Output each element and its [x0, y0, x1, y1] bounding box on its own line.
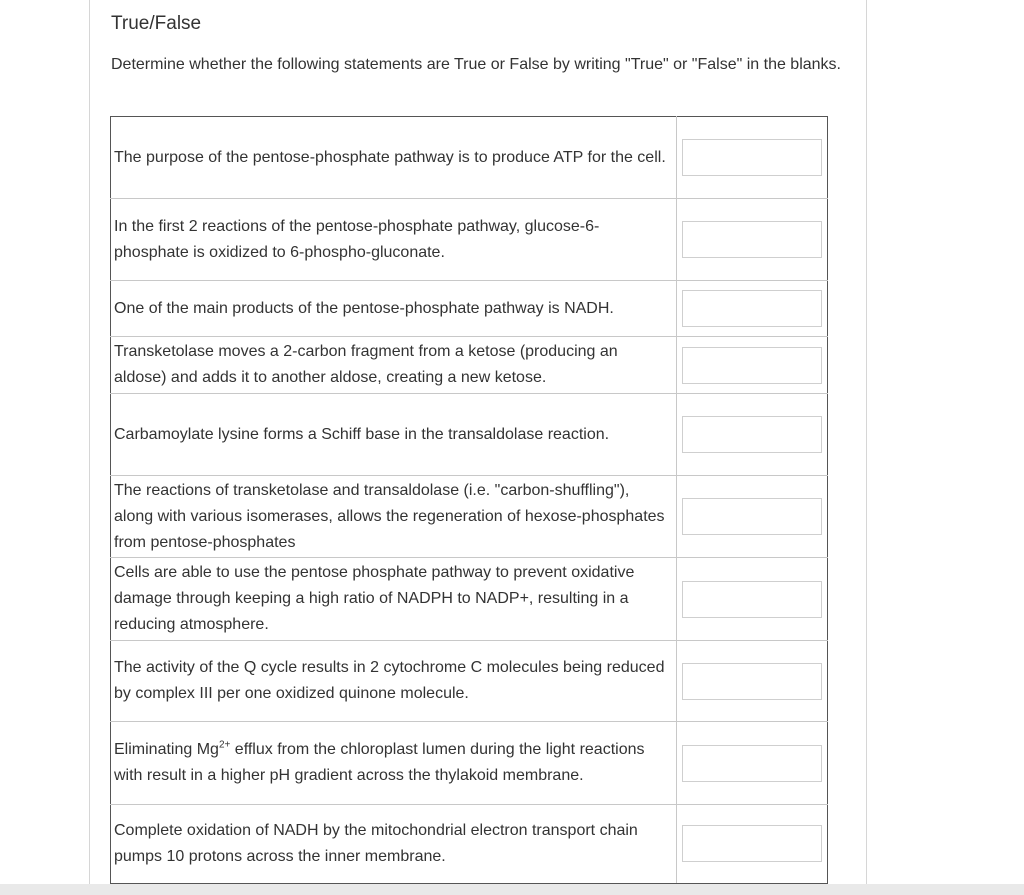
answer-input-2[interactable]	[682, 221, 822, 258]
answer-input-3[interactable]	[682, 290, 822, 327]
table-row	[111, 394, 828, 476]
question-title: True/False	[111, 13, 202, 34]
statement-text	[114, 737, 670, 789]
table-row	[111, 199, 828, 281]
answer-input-1[interactable]	[682, 139, 822, 176]
statement-text: The activity of the Q cycle results in 2 cytochrome C molecules being reduced by complex III per one oxidized quinone molecule.	[114, 659, 665, 702]
answer-input-10[interactable]	[682, 825, 822, 862]
table-row	[111, 805, 828, 884]
answer-input-7[interactable]	[682, 581, 822, 618]
statement-cell	[111, 805, 677, 884]
table-row	[111, 558, 828, 641]
answer-input-8[interactable]	[682, 663, 822, 700]
table-row	[111, 117, 828, 199]
statement-cell	[111, 722, 677, 805]
answer-input-4[interactable]	[682, 347, 822, 384]
answer-cell	[677, 805, 828, 884]
statement-text: Complete oxidation of NADH by the mitochondrial electron transport chain pumps 10 protons across the inner membrane.	[114, 821, 638, 865]
statement-text: One of the main products of the pentose-phosphate pathway is NADH.	[114, 299, 614, 317]
statement-cell	[111, 558, 677, 641]
answer-input-5[interactable]	[682, 416, 822, 453]
statement-cell	[111, 117, 677, 199]
answer-cell	[677, 281, 828, 337]
statement-text-post: efflux from the chloroplast lumen during the light reactions with result in a higher pH gradient across the thylakoid membrane.	[114, 741, 645, 784]
table-row	[111, 722, 828, 805]
table-row	[111, 641, 828, 722]
statement-cell	[111, 337, 677, 394]
statement-text: Carbamoylate lysine forms a Schiff base in the transaldolase reaction.	[114, 425, 610, 443]
answer-cell	[677, 476, 828, 558]
statement-text: The purpose of the pentose-phosphate pathway is to produce ATP for the cell.	[114, 148, 666, 166]
table-row	[111, 476, 828, 558]
answer-cell	[677, 337, 828, 394]
statement-text: Cells are able to use the pentose phosphate pathway to prevent oxidative damage through keeping a high ratio of NADPH to NADP+, resulting in a reducing atmosphere.	[114, 564, 635, 633]
answer-cell	[677, 117, 828, 199]
statement-cell	[111, 394, 677, 476]
statement-superscript: 2+	[218, 739, 231, 751]
statement-text-pre: Eliminating Mg	[114, 741, 219, 758]
statement-text: Transketolase moves a 2-carbon fragment from a ketose (producing an aldose) and adds it to another aldose, creating a new ketose.	[114, 343, 618, 386]
true-false-table	[110, 116, 828, 885]
statement-cell	[111, 281, 677, 337]
statement-cell	[111, 476, 677, 558]
answer-cell	[677, 558, 828, 641]
question-instructions: Determine whether the following statements are True or False by writing "True" or "False" in the blanks.	[111, 56, 841, 73]
answer-input-6[interactable]	[682, 498, 822, 535]
answer-cell	[677, 641, 828, 722]
statement-text: The reactions of transketolase and transaldolase (i.e. "carbon-shuffling"), along with various isomerases, allows the regeneration of hexose-phosphates from pentose-phosphates	[114, 481, 665, 551]
answer-cell	[677, 199, 828, 281]
table-row	[111, 281, 828, 337]
statement-text: In the first 2 reactions of the pentose-phosphate pathway, glucose-6-phosphate is oxidized to 6-phospho-gluconate.	[114, 217, 600, 261]
answer-cell	[677, 394, 828, 476]
statement-cell	[111, 641, 677, 722]
bottom-scroll-area	[0, 884, 1024, 895]
answer-input-9[interactable]	[682, 745, 822, 782]
table-row	[111, 337, 828, 394]
statement-cell	[111, 199, 677, 281]
answer-cell	[677, 722, 828, 805]
